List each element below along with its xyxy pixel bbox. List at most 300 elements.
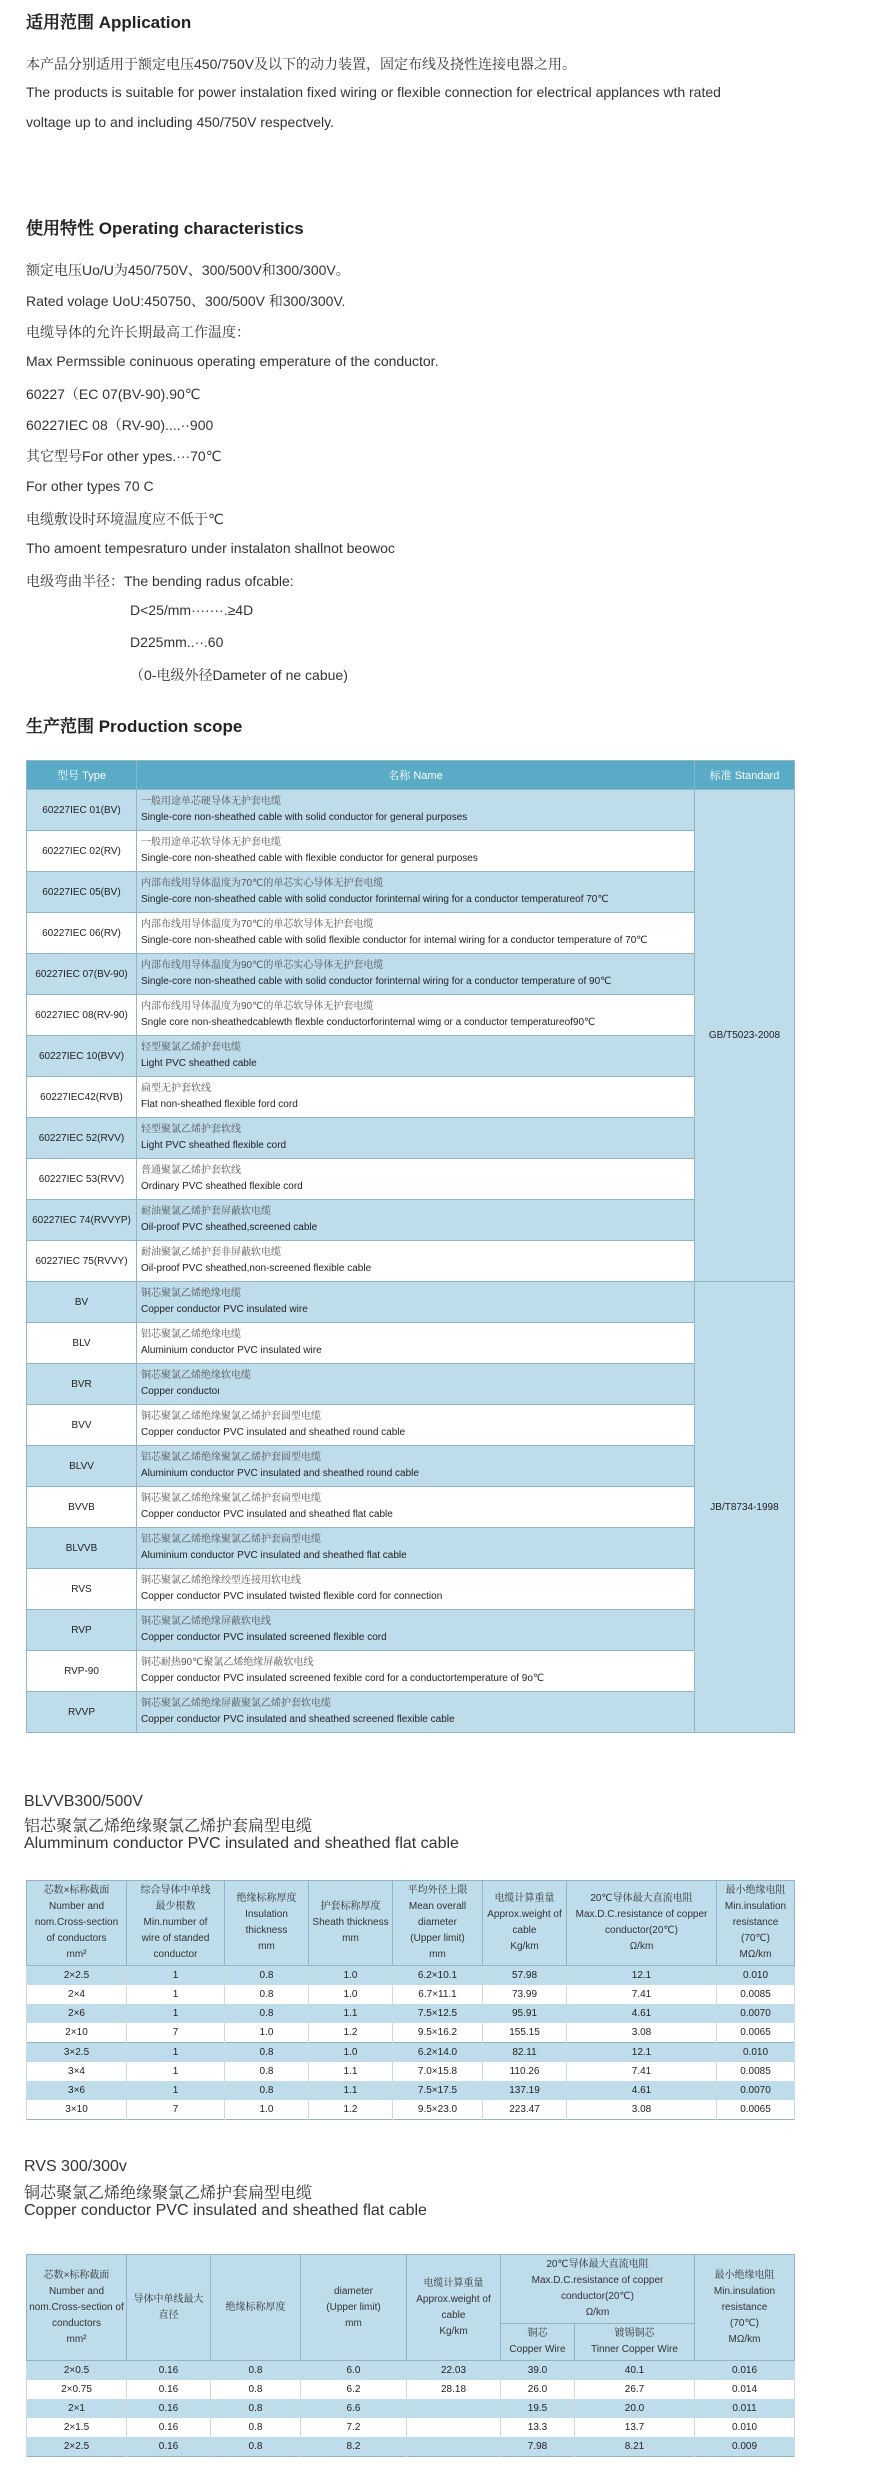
name-cell bbox=[137, 995, 695, 1036]
name-cell bbox=[137, 1241, 695, 1282]
operating-line: 电缆导体的允许长期最高工作温度： bbox=[26, 324, 250, 340]
table-cell: 22.03 bbox=[407, 2361, 501, 2381]
name-en: Copper conductor PVC insulated screened flexible cord bbox=[141, 1632, 387, 1643]
header-line: (70℃) bbox=[729, 2317, 759, 2329]
name-cell bbox=[137, 1159, 695, 1200]
type-cell: RVVP bbox=[27, 1692, 137, 1733]
header-line: Max.D.C.resistance of copper bbox=[575, 1909, 708, 1920]
header-line: 铜芯 bbox=[527, 2328, 548, 2339]
table-cell: 6.6 bbox=[301, 2399, 407, 2418]
table-cell: 7.5×17.5 bbox=[393, 2081, 483, 2100]
application-line-cn: 本产品分别适用于额定电压450/750V及以下的动力装置，固定布线及挠性连接电器之用。 bbox=[26, 56, 576, 72]
name-cn: 铜芯聚氯乙烯绝缘屏蔽软电线 bbox=[141, 1616, 271, 1627]
header-resistance bbox=[501, 2255, 695, 2324]
table-cell: 110.26 bbox=[483, 2062, 567, 2081]
name-cn: 轻型聚氯乙烯护套软线 bbox=[141, 1124, 241, 1135]
table-cell: 0.8 bbox=[225, 2043, 309, 2063]
rvs-title-en: Copper conductor PVC insulated and sheathed flat cable bbox=[24, 2202, 427, 2219]
header-wire-diameter bbox=[127, 2255, 211, 2361]
blvvb-spec-table bbox=[26, 1880, 795, 2120]
name-cell bbox=[137, 1446, 695, 1487]
table-cell: 0.016 bbox=[695, 2361, 795, 2381]
table-row bbox=[27, 2023, 795, 2043]
type-cell: 60227IEC 74(RVVYP) bbox=[27, 1200, 137, 1241]
table-row bbox=[27, 1487, 795, 1528]
name-cell bbox=[137, 1651, 695, 1692]
table-cell: 0.8 bbox=[225, 2062, 309, 2081]
name-cn: 铜芯聚氯乙烯绝缘软电缆 bbox=[141, 1370, 251, 1381]
table-row bbox=[27, 1364, 795, 1405]
name-en: Single-core non-sheathed cable with solid conductor for general purposes bbox=[141, 812, 468, 823]
table-cell: 8.21 bbox=[575, 2437, 695, 2457]
header-line: 绝缘标称厚度 bbox=[236, 1893, 297, 1904]
table-cell: 2×4 bbox=[27, 1985, 127, 2004]
table-cell: 13.7 bbox=[575, 2418, 695, 2437]
header-standard: 标准 Standard bbox=[695, 761, 795, 790]
table-cell: 1 bbox=[127, 1966, 225, 1986]
table-cell: 28.18 bbox=[407, 2380, 501, 2399]
header-line: mm bbox=[258, 1941, 275, 1952]
table-cell: 0.8 bbox=[211, 2380, 301, 2399]
header-line: Kg/km bbox=[439, 2325, 468, 2337]
table-cell: 1.1 bbox=[309, 2062, 393, 2081]
table-cell: 0.0085 bbox=[717, 2062, 795, 2081]
table-cell: 0.16 bbox=[127, 2399, 211, 2418]
header-line: diameter bbox=[418, 1917, 457, 1928]
operating-line: 额定电压Uo/U为450/750V、300/500V和300/300V。 bbox=[26, 262, 350, 278]
table-cell: 7.5×12.5 bbox=[393, 2004, 483, 2023]
operating-line: 60227IEC 08（RV-90)....··900 bbox=[26, 417, 214, 433]
table-cell: 1.0 bbox=[225, 2023, 309, 2043]
table-cell: 95.91 bbox=[483, 2004, 567, 2023]
header-line: 平均外径上限 bbox=[407, 1885, 468, 1896]
type-cell: BLV bbox=[27, 1323, 137, 1364]
header-line: 镀锡铜芯 bbox=[614, 2328, 655, 2339]
header-line: 综合导体中单线 bbox=[140, 1885, 211, 1896]
table-cell: 20.0 bbox=[575, 2399, 695, 2418]
table-row bbox=[27, 1569, 795, 1610]
table-cell: 0.009 bbox=[695, 2437, 795, 2457]
name-cn: 扁型无护套软线 bbox=[141, 1083, 211, 1094]
table-cell: 26.0 bbox=[501, 2380, 575, 2399]
table-cell: 2×2.5 bbox=[27, 1966, 127, 1986]
name-en: Sngle core non-sheathedcablewth flexble conductorforinternal wimg or a conductor temperatureof90℃ bbox=[141, 1017, 596, 1028]
table-cell: 0.010 bbox=[717, 2043, 795, 2063]
table-row bbox=[27, 1159, 795, 1200]
name-cn: 铝芯聚氯乙烯绝缘电缆 bbox=[141, 1329, 241, 1340]
header-line: nom.Cross-section of bbox=[29, 2301, 124, 2313]
name-cn: 铜芯聚氯乙烯绝缘绞型连接用软电线 bbox=[141, 1575, 301, 1586]
table-row bbox=[27, 872, 795, 913]
table-cell bbox=[407, 2418, 501, 2437]
table-row bbox=[27, 1985, 795, 2004]
header-line: 20℃导体最大直流电阻 bbox=[590, 1893, 693, 1904]
header-line: MΩ/km bbox=[739, 1949, 772, 1960]
name-en: Ordinary PVC sheathed flexible cord bbox=[141, 1181, 303, 1192]
table-header-row bbox=[27, 1881, 795, 1966]
name-cn: 铜芯聚氯乙烯绝缘屏蔽聚氯乙烯护套软电缆 bbox=[141, 1698, 331, 1709]
name-en: Flat non-sheathed flexible ford cord bbox=[141, 1099, 298, 1110]
table-cell: 137.19 bbox=[483, 2081, 567, 2100]
table-cell: 1 bbox=[127, 2062, 225, 2081]
header-cell bbox=[393, 1881, 483, 1966]
header-line: mm bbox=[342, 1933, 359, 1944]
table-cell: 2×1 bbox=[27, 2399, 127, 2418]
operating-indent-line: （0-电级外径Dameter of ne cabue) bbox=[130, 667, 348, 683]
type-cell: BV bbox=[27, 1282, 137, 1323]
table-cell: 7.0×15.8 bbox=[393, 2062, 483, 2081]
name-en: Copper conductoı bbox=[141, 1386, 220, 1397]
type-cell: RVP-90 bbox=[27, 1651, 137, 1692]
name-cn: 铜芯耐热90℃聚氯乙烯绝缘屏蔽软电线 bbox=[141, 1657, 314, 1668]
header-line: Number and bbox=[48, 2285, 105, 2297]
table-cell: 12.1 bbox=[567, 1966, 717, 1986]
table-cell: 1.1 bbox=[309, 2081, 393, 2100]
table-cell: 0.16 bbox=[127, 2437, 211, 2457]
header-copper-wire bbox=[501, 2324, 575, 2361]
header-line: cable bbox=[512, 1925, 537, 1936]
table-row bbox=[27, 1200, 795, 1241]
header-weight bbox=[407, 2255, 501, 2361]
name-cell bbox=[137, 831, 695, 872]
table-cell: 0.8 bbox=[225, 1966, 309, 1986]
table-cell: 0.010 bbox=[717, 1966, 795, 1986]
header-line: Kg/km bbox=[510, 1941, 539, 1952]
header-line: (70℃) bbox=[740, 1933, 770, 1944]
table-cell: 19.5 bbox=[501, 2399, 575, 2418]
header-line: 电缆计算重量 bbox=[423, 2277, 484, 2289]
table-cell: 1 bbox=[127, 2004, 225, 2023]
table-cell: 3×10 bbox=[27, 2100, 127, 2120]
header-line: Max.D.C.resistance of copper bbox=[531, 2275, 664, 2286]
name-cell bbox=[137, 1610, 695, 1651]
type-cell: BVV bbox=[27, 1405, 137, 1446]
header-cell bbox=[483, 1881, 567, 1966]
name-cell bbox=[137, 1569, 695, 1610]
table-cell: 3.08 bbox=[567, 2100, 717, 2120]
table-cell: 82.11 bbox=[483, 2043, 567, 2063]
header-line: of conductors bbox=[46, 1933, 107, 1944]
operating-indent-line: D225mm..··.60 bbox=[130, 634, 224, 650]
header-line: mm² bbox=[66, 1949, 87, 1960]
table-row bbox=[27, 913, 795, 954]
name-en: Single-core non-sheathed cable with flexible conductor for general purposes bbox=[141, 853, 478, 864]
header-tinned-copper-wire bbox=[575, 2324, 695, 2361]
table-cell: 0.0085 bbox=[717, 1985, 795, 2004]
table-header-row bbox=[27, 761, 795, 790]
operating-indent-line: D<25/mm·······.≥4D bbox=[130, 602, 254, 618]
header-line: (Upper limit) bbox=[326, 2301, 381, 2313]
header-line: resistance bbox=[732, 1917, 779, 1928]
table-cell: 2×0.5 bbox=[27, 2361, 127, 2381]
name-cell bbox=[137, 1364, 695, 1405]
header-line: nom.Cross-section bbox=[34, 1917, 119, 1928]
table-row bbox=[27, 1692, 795, 1733]
table-cell: 6.2×10.1 bbox=[393, 1966, 483, 1986]
name-cn: 耐油聚氯乙烯护套屏蔽软电缆 bbox=[141, 1206, 271, 1217]
table-cell: 12.1 bbox=[567, 2043, 717, 2063]
header-line: Approx.weight of bbox=[416, 2293, 491, 2305]
name-cell bbox=[137, 1528, 695, 1569]
table-cell: 0.16 bbox=[127, 2361, 211, 2381]
name-cn: 内部布线用导体温度为90℃的单芯实心导体无护套电缆 bbox=[141, 960, 384, 971]
type-cell: RVS bbox=[27, 1569, 137, 1610]
table-cell: 0.014 bbox=[695, 2380, 795, 2399]
type-cell: 60227IEC 02(RV) bbox=[27, 831, 137, 872]
table-row bbox=[27, 1077, 795, 1118]
table-cell: 1.2 bbox=[309, 2100, 393, 2120]
table-row bbox=[27, 1966, 795, 1986]
type-cell: 60227IEC 01(BV) bbox=[27, 790, 137, 831]
type-cell: 60227IEC 10(BVV) bbox=[27, 1036, 137, 1077]
header-line: 导体中单线最大 bbox=[133, 2293, 204, 2305]
header-line: Min.insulation bbox=[713, 2285, 776, 2297]
header-cell bbox=[127, 1881, 225, 1966]
type-cell: 60227IEC 06(RV) bbox=[27, 913, 137, 954]
header-line: Mean overall bbox=[408, 1901, 467, 1912]
standard-cell: GB/T5023-2008 bbox=[695, 790, 795, 1282]
operating-title: 使用特性 Operating characteristics bbox=[26, 219, 304, 238]
table-cell: 40.1 bbox=[575, 2361, 695, 2381]
type-cell: 60227IEC 08(RV-90) bbox=[27, 995, 137, 1036]
name-en: Single-core non-sheathed cable with solid flexible conductor for intemal wiring for a conductor temperature of 70℃ bbox=[141, 935, 648, 946]
name-cn: 铜芯聚氯乙烯绝缘电缆 bbox=[141, 1288, 241, 1299]
name-cn: 铜芯聚氯乙烯绝缘聚氯乙烯护套扁型电缆 bbox=[141, 1493, 321, 1504]
application-title: 适用范围 Application bbox=[26, 13, 192, 32]
header-line: 最小绝缘电阻 bbox=[725, 1885, 786, 1896]
rvs-spec-table bbox=[26, 2254, 795, 2457]
table-cell: 1.0 bbox=[309, 2043, 393, 2063]
header-cell bbox=[309, 1881, 393, 1966]
name-cn: 普通聚氯乙烯护套软线 bbox=[141, 1165, 241, 1176]
table-cell: 7.2 bbox=[301, 2418, 407, 2437]
table-row bbox=[27, 2361, 795, 2381]
name-en: Light PVC sheathed flexible cord bbox=[141, 1140, 287, 1151]
table-row bbox=[27, 2437, 795, 2457]
table-cell: 3.08 bbox=[567, 2023, 717, 2043]
table-row bbox=[27, 2062, 795, 2081]
type-cell: BLVVB bbox=[27, 1528, 137, 1569]
table-cell: 6.7×11.1 bbox=[393, 1985, 483, 2004]
table-cell: 39.0 bbox=[501, 2361, 575, 2381]
table-cell: 9.5×23.0 bbox=[393, 2100, 483, 2120]
header-line: Ω/km bbox=[585, 2307, 610, 2318]
table-cell: 2×1.5 bbox=[27, 2418, 127, 2437]
production-scope-table bbox=[26, 760, 795, 1733]
table-row bbox=[27, 1282, 795, 1323]
name-en: Copper conductor PVC insulated twisted flexible cord for connection bbox=[141, 1591, 443, 1602]
header-line: Min.number of bbox=[143, 1917, 208, 1928]
header-line: MΩ/km bbox=[728, 2333, 761, 2345]
table-cell: 0.16 bbox=[127, 2380, 211, 2399]
operating-line: 其它型号For other ypes.···70℃ bbox=[26, 448, 222, 464]
table-row bbox=[27, 1323, 795, 1364]
table-row bbox=[27, 2043, 795, 2063]
name-en: Copper conductor PVC insulated and sheathed round cable bbox=[141, 1427, 406, 1438]
table-cell: 57.98 bbox=[483, 1966, 567, 1986]
header-line: (Upper limit) bbox=[410, 1933, 465, 1944]
header-line: mm bbox=[345, 2317, 362, 2329]
header-line: wire of standed bbox=[141, 1933, 210, 1944]
table-row bbox=[27, 2399, 795, 2418]
table-cell: 13.3 bbox=[501, 2418, 575, 2437]
table-cell: 6.2×14.0 bbox=[393, 2043, 483, 2063]
table-row bbox=[27, 831, 795, 872]
header-line: conductor(20℃) bbox=[605, 1925, 678, 1936]
table-row bbox=[27, 1528, 795, 1569]
table-row bbox=[27, 2418, 795, 2437]
header-line: conductor(20℃) bbox=[561, 2291, 634, 2302]
name-cell bbox=[137, 790, 695, 831]
table-cell: 7.41 bbox=[567, 1985, 717, 2004]
table-cell: 0.0070 bbox=[717, 2081, 795, 2100]
name-cn: 铝芯聚氯乙烯绝缘聚氯乙烯护套圆型电缆 bbox=[141, 1452, 321, 1463]
header-name: 名称 Name bbox=[137, 761, 695, 790]
table-cell: 0.8 bbox=[211, 2437, 301, 2457]
table-cell: 0.16 bbox=[127, 2418, 211, 2437]
header-cell bbox=[27, 1881, 127, 1966]
table-cell: 155.15 bbox=[483, 2023, 567, 2043]
type-cell: 60227IEC 52(RVV) bbox=[27, 1118, 137, 1159]
table-row bbox=[27, 2081, 795, 2100]
operating-line: Max Permssible coninuous operating emperature of the conductor. bbox=[26, 353, 439, 369]
header-line: 电缆计算重量 bbox=[494, 1893, 555, 1904]
table-row bbox=[27, 995, 795, 1036]
blvvb-title-cn: 铝芯聚氯乙烯绝缘聚氯乙烯护套扁型电缆 bbox=[24, 1818, 313, 1835]
application-line-en-1: The products is suitable for power instalation fixed wiring or flexible connection for electrical applances wth rated bbox=[26, 84, 721, 100]
type-cell: BVR bbox=[27, 1364, 137, 1405]
name-cell bbox=[137, 872, 695, 913]
table-cell: 2×0.75 bbox=[27, 2380, 127, 2399]
header-diameter bbox=[301, 2255, 407, 2361]
table-cell: 3×2.5 bbox=[27, 2043, 127, 2063]
table-cell: 9.5×16.2 bbox=[393, 2023, 483, 2043]
standard-cell: JB/T8734-1998 bbox=[695, 1282, 795, 1733]
table-cell: 0.0065 bbox=[717, 2023, 795, 2043]
table-row bbox=[27, 790, 795, 831]
table-cell: 0.8 bbox=[211, 2399, 301, 2418]
header-type: 型号 Type bbox=[27, 761, 137, 790]
table-cell: 0.8 bbox=[225, 2004, 309, 2023]
type-cell: 60227IEC 75(RVVY) bbox=[27, 1241, 137, 1282]
name-en: Copper conductor PVC insulated and sheathed flat cable bbox=[141, 1509, 393, 1520]
name-cn: 耐油聚氯乙烯护套非屏蔽软电缆 bbox=[141, 1247, 281, 1258]
operating-line: For other types 70 C bbox=[26, 478, 154, 494]
operating-line: Tho amoent tempesraturo under instalaton shallnot beowoc bbox=[26, 540, 395, 556]
type-cell: BLVV bbox=[27, 1446, 137, 1487]
operating-line: 电缆敷设时环境温度应不低于℃ bbox=[26, 511, 224, 527]
header-line: 芯数×标称截面 bbox=[43, 1885, 110, 1896]
type-cell: 60227IEC 53(RVV) bbox=[27, 1159, 137, 1200]
header-line: 芯数×标称截面 bbox=[43, 2269, 110, 2281]
name-cell bbox=[137, 954, 695, 995]
name-en: Light PVC sheathed cable bbox=[141, 1058, 257, 1069]
type-cell: 60227IEC42(RVB) bbox=[27, 1077, 137, 1118]
name-cell bbox=[137, 1118, 695, 1159]
header-line: conductor bbox=[153, 1949, 198, 1960]
name-en: Oil-proof PVC sheathed,screened cable bbox=[141, 1222, 318, 1233]
header-line: Copper Wire bbox=[509, 2344, 566, 2355]
header-line: 直径 bbox=[158, 2309, 179, 2321]
name-cell bbox=[137, 1323, 695, 1364]
table-cell: 0.8 bbox=[211, 2361, 301, 2381]
header-line: Number and bbox=[48, 1901, 105, 1912]
operating-line: 电级弯曲半径：The bending radus ofcable: bbox=[26, 573, 294, 589]
table-cell: 4.61 bbox=[567, 2081, 717, 2100]
type-cell: RVP bbox=[27, 1610, 137, 1651]
table-header-row bbox=[27, 2255, 795, 2324]
table-cell: 3×6 bbox=[27, 2081, 127, 2100]
table-cell: 0.010 bbox=[695, 2418, 795, 2437]
header-insulation-resistance bbox=[695, 2255, 795, 2361]
table-row bbox=[27, 1405, 795, 1446]
table-cell bbox=[407, 2437, 501, 2457]
name-cell bbox=[137, 1692, 695, 1733]
table-row bbox=[27, 2100, 795, 2120]
table-cell: 73.99 bbox=[483, 1985, 567, 2004]
operating-line: Rated volage UoU:450750、300/500V 和300/300V. bbox=[26, 293, 346, 309]
table-cell: 0.011 bbox=[695, 2399, 795, 2418]
name-cell bbox=[137, 1487, 695, 1528]
table-row bbox=[27, 1610, 795, 1651]
table-cell: 1 bbox=[127, 2043, 225, 2063]
name-cell bbox=[137, 1405, 695, 1446]
header-line: resistance bbox=[721, 2301, 768, 2313]
header-line: conductors bbox=[52, 2317, 101, 2329]
header-line: 护套标称厚度 bbox=[320, 1901, 381, 1912]
table-cell: 1.0 bbox=[309, 1966, 393, 1986]
name-cell bbox=[137, 913, 695, 954]
table-row bbox=[27, 2380, 795, 2399]
name-cn: 内部布线用导体温度为70℃的单芯实心导体无护套电缆 bbox=[141, 878, 384, 889]
production-title: 生产范围 Production scope bbox=[26, 717, 243, 736]
name-cell bbox=[137, 1282, 695, 1323]
header-cores bbox=[27, 2255, 127, 2361]
header-line: Tinner Copper Wire bbox=[591, 2344, 678, 2355]
table-cell bbox=[407, 2399, 501, 2418]
table-cell: 8.2 bbox=[301, 2437, 407, 2457]
table-cell: 7.41 bbox=[567, 2062, 717, 2081]
table-cell: 223.47 bbox=[483, 2100, 567, 2120]
table-cell: 7 bbox=[127, 2023, 225, 2043]
name-cell bbox=[137, 1077, 695, 1118]
table-cell: 7.98 bbox=[501, 2437, 575, 2457]
table-row bbox=[27, 1446, 795, 1487]
table-row bbox=[27, 2004, 795, 2023]
name-cell bbox=[137, 1200, 695, 1241]
name-cell bbox=[137, 1036, 695, 1077]
blvvb-title-en: Alumminum conductor PVC insulated and sheathed flat cable bbox=[24, 1835, 459, 1852]
table-cell: 1.0 bbox=[225, 2100, 309, 2120]
name-en: Copper conductor PVC insulated screened fexible cord for a conductortemperature of 9o℃ bbox=[141, 1673, 545, 1684]
table-cell: 3×4 bbox=[27, 2062, 127, 2081]
table-row bbox=[27, 1241, 795, 1282]
table-cell: 2×10 bbox=[27, 2023, 127, 2043]
header-line: mm bbox=[429, 1949, 446, 1960]
name-en: Single-core non-sheathed cable with solid conductor forinternal wiring for a conductor temperature of 90℃ bbox=[141, 976, 612, 987]
type-cell: 60227IEC 05(BV) bbox=[27, 872, 137, 913]
type-cell: 60227IEC 07(BV-90) bbox=[27, 954, 137, 995]
header-cell bbox=[225, 1881, 309, 1966]
type-cell: BVVB bbox=[27, 1487, 137, 1528]
table-cell: 26.7 bbox=[575, 2380, 695, 2399]
header-line: cable bbox=[441, 2309, 466, 2321]
name-cn: 铝芯聚氯乙烯绝缘聚氯乙烯护套扁型电缆 bbox=[141, 1534, 321, 1545]
table-cell: 0.8 bbox=[225, 1985, 309, 2004]
application-line-en-2: voltage up to and including 450/750V respectvely. bbox=[26, 114, 334, 130]
rvs-title-cn: 铜芯聚氯乙烯绝缘聚氯乙烯护套扁型电缆 bbox=[24, 2185, 313, 2202]
table-cell: 0.8 bbox=[225, 2081, 309, 2100]
